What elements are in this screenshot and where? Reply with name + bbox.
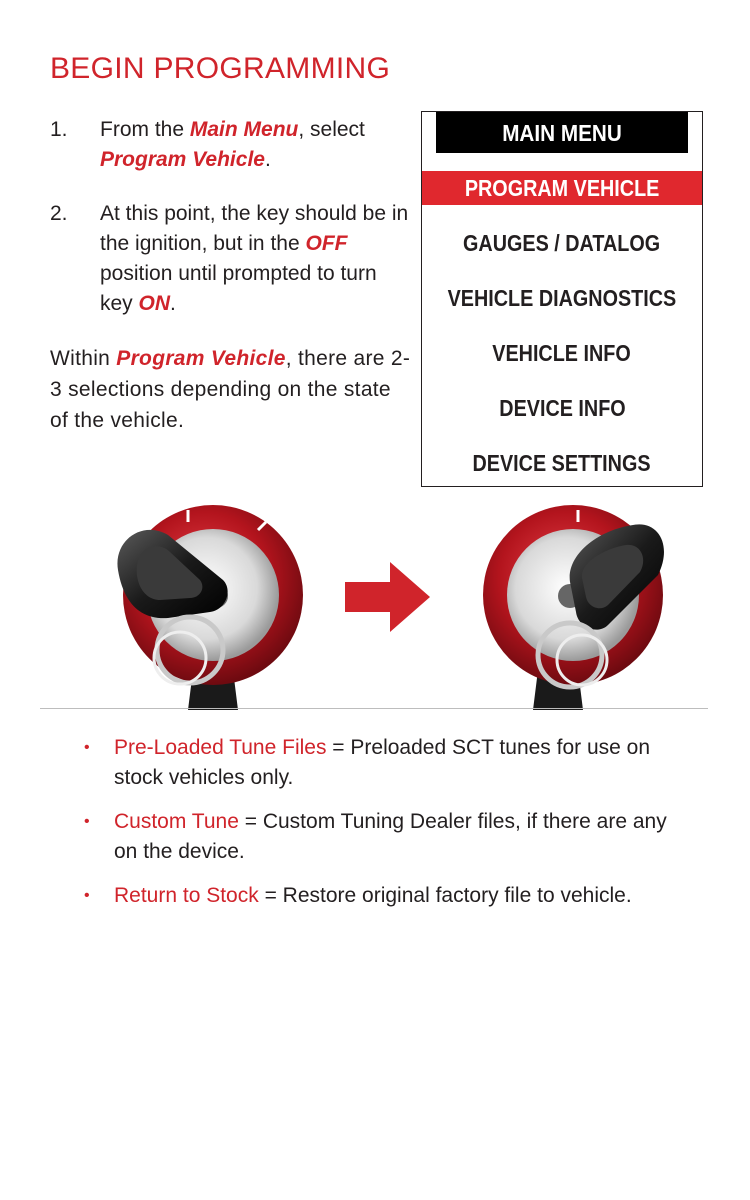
step-number: 2. bbox=[50, 202, 68, 225]
step-text-part: From the bbox=[100, 118, 190, 141]
bullet-desc: = Custom Tuning Dealer files, if there are any on the device. bbox=[114, 810, 667, 863]
menu-item-label: PROGRAM VEHICLE bbox=[464, 175, 660, 201]
step-number: 1. bbox=[50, 118, 68, 141]
menu-item-label: VEHICLE DIAGNOSTICS bbox=[447, 285, 677, 311]
step-text-part: position until prompted to turn key bbox=[100, 262, 377, 315]
step-text bbox=[100, 199, 415, 319]
bullet-dot: • bbox=[84, 813, 90, 830]
bullet-text bbox=[114, 733, 684, 793]
bullet-term: Custom Tune bbox=[114, 810, 239, 833]
ignition-key-off-icon bbox=[98, 500, 338, 710]
highlight-program-vehicle: Program Vehicle bbox=[116, 347, 286, 370]
menu-item-vehicle-info[interactable] bbox=[422, 336, 702, 370]
step-text-part: At this point, the key should be in the ignition, but in the bbox=[100, 202, 409, 255]
note-text-part: , there are 2-3 selections depending on the state of the vehicle. bbox=[50, 347, 411, 432]
bullet-pre-loaded-tune-files bbox=[84, 733, 684, 793]
step-text-part: . bbox=[264, 148, 271, 171]
highlight-program-vehicle: Program Vehicle bbox=[100, 148, 265, 171]
menu-item-device-info[interactable] bbox=[422, 391, 702, 425]
highlight-on: ON bbox=[138, 292, 171, 315]
menu-item-program-vehicle[interactable] bbox=[422, 171, 702, 205]
main-menu-header: MAIN MENU bbox=[436, 112, 688, 153]
highlight-main-menu: Main Menu bbox=[189, 118, 299, 141]
menu-item-label: DEVICE INFO bbox=[498, 395, 626, 421]
bullet-return-to-stock bbox=[84, 881, 684, 911]
step-2 bbox=[50, 199, 415, 319]
menu-item-label: GAUGES / DATALOG bbox=[463, 230, 661, 256]
page-title: BEGIN PROGRAMMING bbox=[50, 52, 391, 85]
main-menu-panel bbox=[421, 111, 703, 487]
step-text bbox=[100, 115, 415, 175]
step-1 bbox=[50, 115, 415, 175]
section-divider bbox=[40, 708, 708, 709]
ignition-key-on-icon bbox=[458, 500, 698, 710]
step-text-part: . bbox=[170, 292, 176, 315]
highlight-off: OFF bbox=[305, 232, 348, 255]
ignition-illustration bbox=[0, 500, 750, 710]
bullet-dot: • bbox=[84, 887, 90, 904]
bullet-text bbox=[114, 881, 684, 911]
within-program-vehicle-note bbox=[50, 343, 415, 436]
bullet-term: Return to Stock bbox=[114, 884, 259, 907]
bullet-dot: • bbox=[84, 739, 90, 756]
menu-item-vehicle-diagnostics[interactable] bbox=[422, 281, 702, 315]
bullet-desc: = Restore original factory file to vehicle. bbox=[258, 884, 632, 907]
bullet-custom-tune bbox=[84, 807, 684, 867]
arrow-right-icon bbox=[345, 562, 430, 632]
menu-item-gauges-datalog[interactable] bbox=[422, 226, 702, 260]
menu-item-label: VEHICLE INFO bbox=[492, 340, 632, 366]
note-text-part: Within bbox=[50, 347, 117, 370]
step-text-part: , select bbox=[298, 118, 365, 141]
bullet-term: Pre-Loaded Tune Files bbox=[114, 736, 327, 759]
menu-item-device-settings[interactable] bbox=[422, 446, 702, 480]
bullet-desc: = Preloaded SCT tunes for use on stock vehicles only. bbox=[114, 736, 651, 789]
bullet-text bbox=[114, 807, 684, 867]
menu-item-label: DEVICE SETTINGS bbox=[472, 450, 652, 476]
